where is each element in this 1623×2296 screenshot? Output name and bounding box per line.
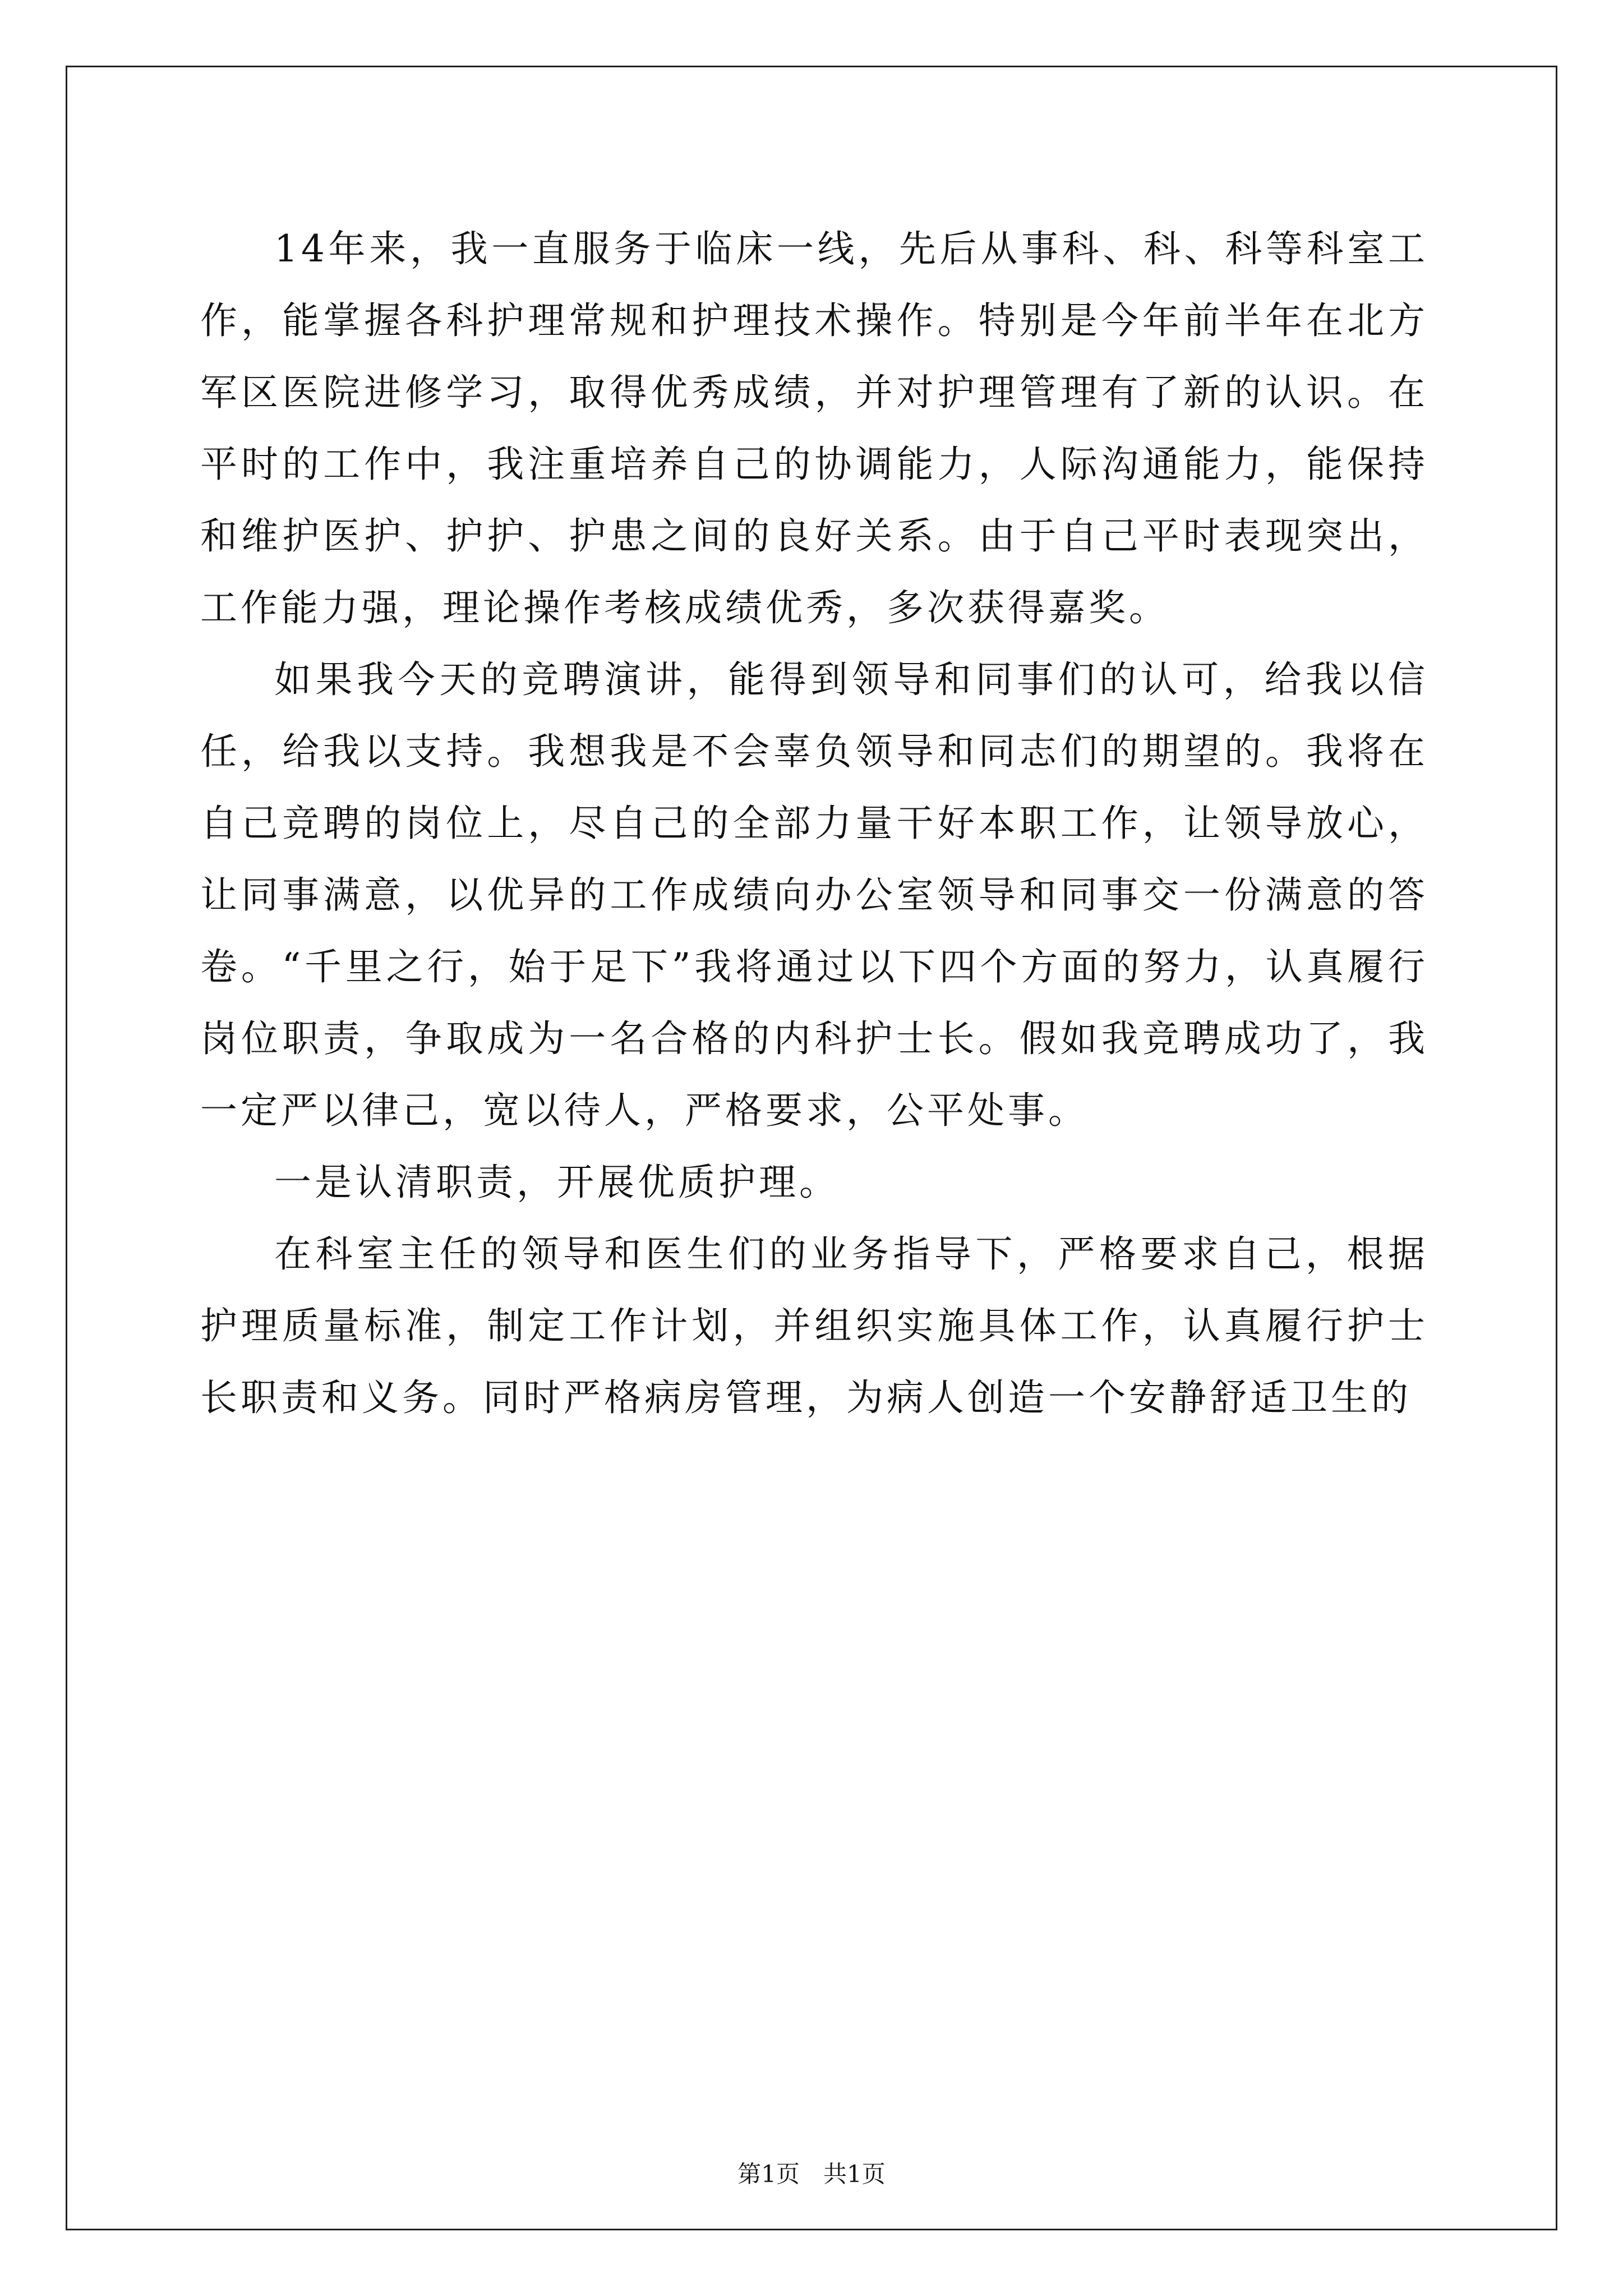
document-body	[200, 213, 1428, 1434]
paragraph-heading-duty: 一是认清职责，开展优质护理。	[274, 1161, 840, 1204]
paragraph-commitment: 如果我今天的竞聘演讲，能得到领导和同事们的认可，给我以信任，给我以支持。我想我是不会辜负领导和同志们的期望的。我将在自己竞聘的岗位上，尽自己的全部力量干好本职工作，让领导放心，让同事满意，以优异的工作成绩向办公室领导和同事交一份满意的答卷。“千里之行，始于足下”我将通过以下四个方面的努力，认真履行岗位职责，争取成为一名合格的内科护士长。假如我竞聘成功了，我一定严以律己，宽以待人，严格要求，公平处事。	[200, 658, 1428, 1132]
paragraph-experience: 14年来，我一直服务于临床一线，先后从事科、科、科等科室工作，能掌握各科护理常规和护理技术操作。特别是今年前半年在北方军区医院进修学习，取得优秀成绩，并对护理管理有了新的认识。在平时的工作中，我注重培养自己的协调能力，人际沟通能力，能保持和维护医护、护护、护患之间的良好关系。由于自己平时表现突出，工作能力强，理论操作考核成绩优秀，多次获得嘉奖。	[200, 227, 1428, 629]
page-number-footer: 第1页 共1页	[737, 2160, 886, 2188]
paragraph-nursing-management: 在科室主任的领导和医生们的业务指导下，严格要求自己，根据护理质量标准，制定工作计划，并组织实施具体工作，认真履行护士长职责和义务。同时严格病房管理，为病人创造一个安静舒适卫生的	[200, 1232, 1428, 1419]
